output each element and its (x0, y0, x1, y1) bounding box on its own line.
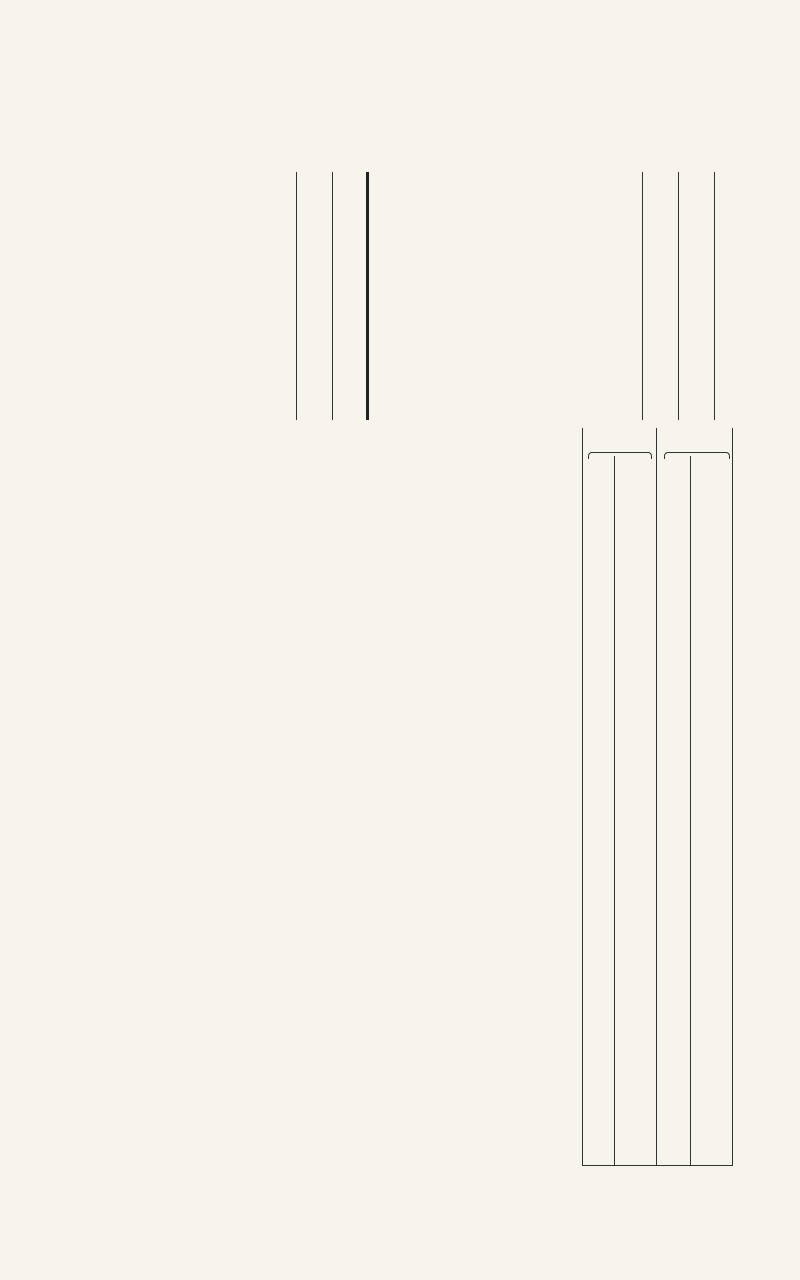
box-instrument-list (0, 0, 800, 430)
coll-rule-2 (614, 456, 615, 1166)
right-fr-rule (642, 172, 643, 420)
left-cent-rule (332, 172, 333, 420)
coll-rule-4 (690, 456, 691, 1166)
right-end-rule (714, 172, 715, 420)
brace-ebene (588, 452, 652, 459)
right-cent-rule (678, 172, 679, 420)
center-divider (366, 172, 369, 420)
left-fr-rule (296, 172, 297, 420)
coll-rule-5 (732, 428, 733, 1166)
coll-rule-3 (656, 428, 657, 1166)
coll-bottom-rule (582, 1165, 733, 1166)
coll-rule-1 (582, 428, 583, 1166)
brace-ivoire (664, 452, 730, 459)
